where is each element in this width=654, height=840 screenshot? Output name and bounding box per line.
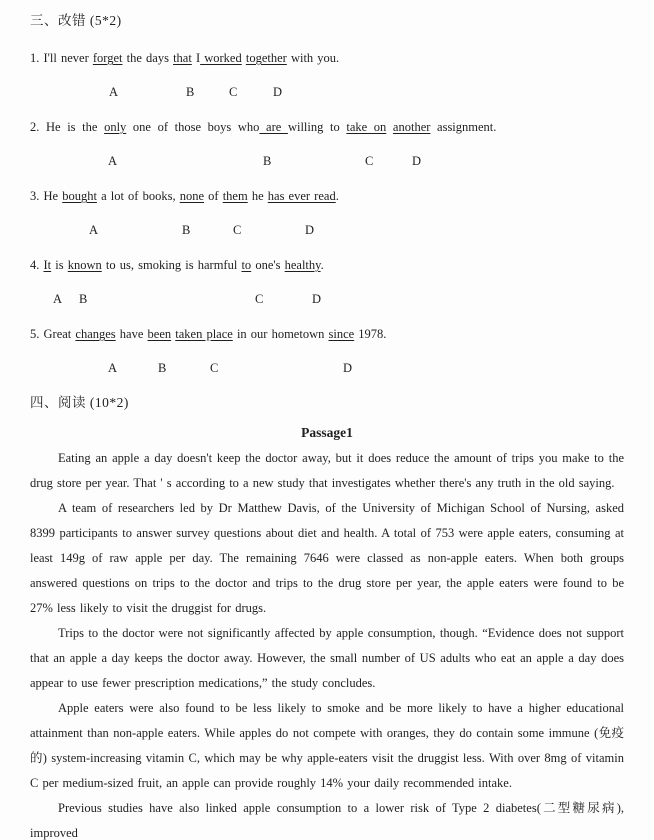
sentence-segment: 4. bbox=[30, 258, 44, 272]
underlined-segment: together bbox=[245, 51, 287, 65]
question-item bbox=[30, 257, 624, 307]
option-letter-b: B bbox=[186, 85, 195, 99]
question-sentence bbox=[30, 257, 624, 273]
option-letter-b: B bbox=[158, 361, 167, 375]
question-sentence bbox=[30, 50, 624, 66]
underlined-segment: been bbox=[147, 327, 172, 341]
question-item bbox=[30, 326, 624, 376]
sentence-segment: is bbox=[51, 258, 68, 272]
sentence-segment: . bbox=[335, 189, 339, 203]
passage-paragraphs bbox=[30, 446, 624, 840]
question-item bbox=[30, 188, 624, 238]
option-letter-row bbox=[30, 291, 624, 307]
sentence-segment: one's bbox=[251, 258, 285, 272]
question-sentence bbox=[30, 188, 624, 204]
sentence-segment: have bbox=[115, 327, 148, 341]
option-letter-row bbox=[30, 84, 624, 100]
option-letter-b: B bbox=[263, 154, 272, 168]
sentence-segment: willing to bbox=[287, 120, 347, 134]
sentence-segment: with you. bbox=[286, 51, 340, 65]
passage-paragraph: Apple eaters were also found to be less likely to smoke and be more likely to have a higher educational attainment than non-apple eaters. While apples do not compete with oranges, they do contain some immune (免疫的) system-increasing vitamin C, which may be why apple-eaters visit the druggist less. With over 8mg of vitamin C per medium-sized fruit, an apple can provide roughly 14% your daily recommended intake. bbox=[30, 701, 624, 790]
passage-paragraph: Previous studies have also linked apple consumption to a lower risk of Type 2 diabetes(二型糖尿病), improved bbox=[30, 801, 624, 840]
option-letter-row bbox=[30, 222, 624, 238]
sentence-segment: 2. He is the bbox=[30, 120, 105, 134]
option-letter-b: B bbox=[182, 223, 191, 237]
sentence-segment: to us, smoking is harmful bbox=[101, 258, 242, 272]
underlined-segment: are bbox=[259, 120, 288, 134]
underlined-segment: taken place bbox=[175, 327, 233, 341]
underlined-segment: take on bbox=[346, 120, 387, 134]
underlined-segment: forget bbox=[92, 51, 123, 65]
passage-title: Passage1 bbox=[301, 425, 353, 440]
sentence-segment: in our hometown bbox=[232, 327, 329, 341]
option-letter-c: C bbox=[233, 223, 242, 237]
sentence-segment: 1978. bbox=[354, 327, 387, 341]
option-letter-a: A bbox=[108, 154, 118, 168]
correction-questions bbox=[30, 50, 624, 376]
underlined-segment: has ever read bbox=[267, 189, 336, 203]
question-sentence bbox=[30, 326, 624, 342]
sentence-segment: a lot of books, bbox=[96, 189, 180, 203]
option-letter-a: A bbox=[109, 85, 119, 99]
underlined-segment: bought bbox=[62, 189, 97, 203]
passage-paragraph: Trips to the doctor were not significantly affected by apple consumption, though. “Evidence does not support that an apple a day keeps the doctor away. However, the small number of US adults who eat an apple a day does appear to use fewer prescription medications,” the study concludes. bbox=[30, 626, 624, 690]
underlined-segment: another bbox=[392, 120, 431, 134]
sentence-segment: assignment. bbox=[430, 120, 497, 134]
option-letter-c: C bbox=[229, 85, 238, 99]
option-letter-row bbox=[30, 360, 624, 376]
option-letter-d: D bbox=[305, 223, 315, 237]
sentence-segment: one of those boys who bbox=[126, 120, 260, 134]
option-letter-d: D bbox=[412, 154, 422, 168]
option-letter-d: D bbox=[273, 85, 283, 99]
underlined-segment: worked bbox=[200, 51, 242, 65]
option-letter-a: A bbox=[89, 223, 99, 237]
option-letter-row bbox=[30, 153, 624, 169]
underlined-segment: none bbox=[179, 189, 205, 203]
section-reading-title: 四、阅读 (10*2) bbox=[30, 395, 129, 410]
option-letter-d: D bbox=[312, 292, 322, 306]
passage-paragraph: A team of researchers led by Dr Matthew Davis, of the University of Michigan School of Nursing, asked 8399 participants to answer survey questions about diet and health. A total of 753 were apple eaters, consuming at least 149g of raw apple per day. The remaining 7646 were classed as non-apple eaters. When both groups answered questions on trips to the doctor and trips to the drug store per year, the apple eaters were found to be 27% less likely to visit the druggist for drugs. bbox=[30, 501, 624, 615]
underlined-segment: to bbox=[241, 258, 252, 272]
underlined-segment: healthy bbox=[284, 258, 321, 272]
sentence-segment: I bbox=[191, 51, 201, 65]
sentence-segment: 5. Great bbox=[30, 327, 76, 341]
option-letter-d: D bbox=[343, 361, 353, 375]
question-item bbox=[30, 119, 624, 169]
underlined-segment: known bbox=[67, 258, 102, 272]
option-letter-a: A bbox=[108, 361, 118, 375]
sentence-segment: he bbox=[247, 189, 268, 203]
question-item bbox=[30, 50, 624, 100]
question-sentence bbox=[30, 119, 624, 135]
option-letter-a: A bbox=[53, 292, 63, 306]
section-correction-title: 三、改错 (5*2) bbox=[30, 13, 122, 28]
passage-paragraph: Eating an apple a day doesn't keep the doctor away, but it does reduce the amount of trips you make to the drug store per year. That ' s according to a new study that investigates whether there's any truth in the old saying. bbox=[30, 451, 624, 490]
underlined-segment: them bbox=[222, 189, 248, 203]
underlined-segment: since bbox=[328, 327, 355, 341]
sentence-segment: the days bbox=[122, 51, 174, 65]
option-letter-b: B bbox=[79, 292, 88, 306]
option-letter-c: C bbox=[210, 361, 219, 375]
sentence-segment: . bbox=[320, 258, 324, 272]
sentence-segment bbox=[386, 120, 393, 134]
sentence-segment: 3. He bbox=[30, 189, 63, 203]
underlined-segment: only bbox=[104, 120, 127, 134]
underlined-segment: that bbox=[173, 51, 192, 65]
option-letter-c: C bbox=[255, 292, 264, 306]
sentence-segment: 1. I'll never bbox=[30, 51, 93, 65]
sentence-segment: of bbox=[204, 189, 223, 203]
option-letter-c: C bbox=[365, 154, 374, 168]
underlined-segment: It bbox=[43, 258, 52, 272]
underlined-segment: changes bbox=[75, 327, 116, 341]
